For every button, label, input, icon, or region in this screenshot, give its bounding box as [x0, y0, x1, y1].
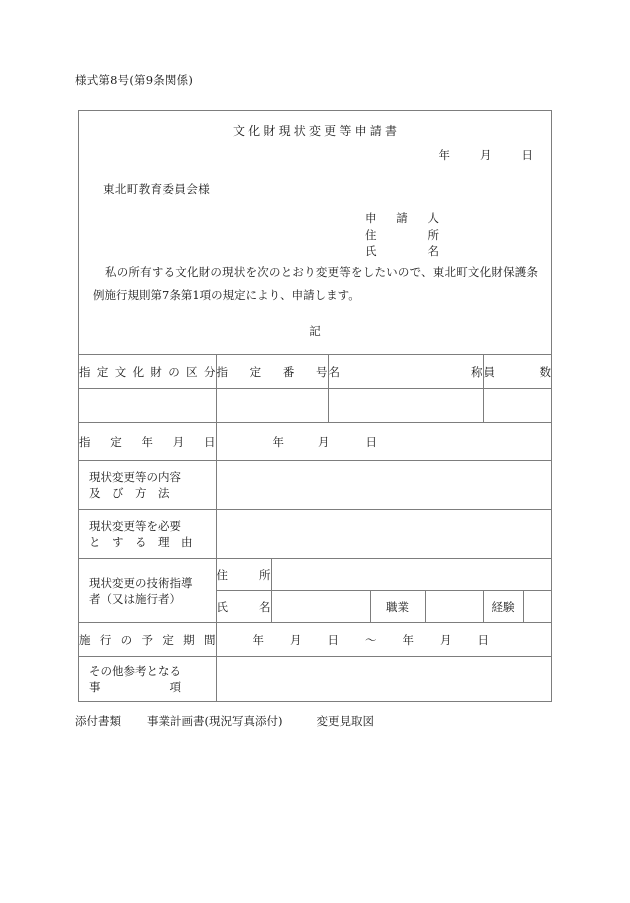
label-technical-advisor-line2: 者（又は施行者）: [89, 591, 181, 606]
row-label-change-content: [79, 461, 216, 510]
period-start-day-label: 日: [327, 632, 339, 647]
table-row-other-notes: [79, 657, 551, 702]
attachment-item-2: 変更見取図: [316, 714, 374, 728]
input-cell-advisor-occupation[interactable]: [425, 591, 483, 623]
designation-month-label: 月: [318, 434, 330, 449]
header-cell-category: [79, 355, 216, 389]
label-technical-advisor-line1: 現状変更の技術指導: [89, 575, 193, 590]
table-row-change-content: [79, 461, 551, 510]
input-cell-count[interactable]: [483, 389, 551, 423]
applicant-label: 申請人: [365, 211, 439, 225]
input-cell-change-content[interactable]: [216, 461, 551, 510]
designation-year-label: 年: [272, 434, 284, 449]
period-start-year-label: 年: [252, 632, 264, 647]
period-start-month-label: 月: [290, 632, 302, 647]
label-change-content-line2: 及 び 方 法: [89, 486, 170, 500]
applicant-block: [365, 210, 439, 260]
period-end-month-label: 月: [440, 632, 452, 647]
input-cell-number[interactable]: [216, 389, 328, 423]
label-advisor-experience: 経験: [491, 599, 515, 614]
attachments-footer: [75, 713, 374, 729]
input-cell-advisor-address[interactable]: [271, 559, 551, 591]
label-advisor-name: 氏名: [216, 599, 271, 614]
table-row-planned-period: [79, 623, 551, 657]
input-cell-advisor-name[interactable]: [271, 591, 370, 623]
table-row-change-reason: [79, 510, 551, 559]
header-cell-number: [216, 355, 328, 389]
application-details-table: [79, 354, 551, 701]
sublabel-advisor-address: [216, 559, 271, 591]
period-end-year-label: 年: [402, 632, 414, 647]
input-cell-other-notes[interactable]: [216, 657, 551, 702]
applicant-name-label: 氏名: [365, 244, 439, 258]
body-paragraph: 私の所有する文化財の現状を次のとおり変更等をしたいので、東北町文化財保護条例施行規則第7条第1項の規定により、申請します。: [93, 265, 538, 302]
submission-date-line: [439, 147, 534, 163]
input-cell-planned-period[interactable]: [216, 623, 551, 657]
label-change-reason-line1: 現状変更等を必要: [89, 519, 181, 533]
input-cell-name[interactable]: [328, 389, 483, 423]
sublabel-advisor-name: [216, 591, 271, 623]
period-end-day-label: 日: [477, 632, 489, 647]
form-number: 様式第8号(第9条関係): [75, 73, 194, 87]
attachment-item-1: 事業計画書(現況写真添付): [147, 714, 283, 728]
application-form-frame: [78, 110, 552, 702]
form-header-section: [79, 111, 551, 354]
designation-date-markers: [217, 434, 552, 450]
planned-period-markers: [217, 632, 552, 648]
addressee: 東北町教育委員会様: [103, 182, 211, 196]
sublabel-advisor-experience: [483, 591, 523, 623]
input-cell-category[interactable]: [79, 389, 216, 423]
sublabel-advisor-occupation: [370, 591, 425, 623]
label-other-notes-line2: 事 項: [89, 680, 181, 694]
label-planned-period: 施行の予定期間: [79, 632, 216, 647]
label-advisor-address: 住所: [216, 567, 271, 582]
attachments-label: 添付書類: [75, 714, 121, 728]
applicant-address-label: 住所: [365, 227, 439, 242]
input-cell-designation-date[interactable]: [216, 423, 551, 461]
date-month-label: 月: [480, 148, 492, 162]
row-label-planned-period: [79, 623, 216, 657]
label-change-content-line1: 現状変更等の内容: [89, 470, 181, 484]
period-tilde: 〜: [365, 632, 377, 647]
header-label-category: 指定文化財の区分: [79, 364, 216, 379]
label-advisor-occupation: 職業: [386, 599, 409, 614]
page-title: 文化財現状変更等申請書: [232, 124, 401, 138]
table-row: [79, 389, 551, 423]
header-cell-count: [483, 355, 551, 389]
table-row-designation-date: [79, 423, 551, 461]
label-other-notes-line1: その他参考となる: [89, 664, 181, 678]
row-label-other-notes: [79, 657, 216, 702]
table-row-advisor-address: [79, 559, 551, 591]
row-label-designation-date: [79, 423, 216, 461]
header-label-name: 名称: [328, 364, 483, 379]
row-label-technical-advisor: [79, 559, 216, 623]
date-day-label: 日: [521, 148, 533, 162]
input-cell-change-reason[interactable]: [216, 510, 551, 559]
label-designation-date: 指定年月日: [79, 434, 216, 449]
label-change-reason-line2: と す る 理 由: [89, 535, 193, 549]
date-year-label: 年: [438, 148, 450, 162]
record-marker: 記: [309, 324, 321, 338]
row-label-change-reason: [79, 510, 216, 559]
input-cell-advisor-experience[interactable]: [523, 591, 551, 623]
designation-day-label: 日: [365, 434, 377, 449]
header-cell-name: [328, 355, 483, 389]
header-label-count: 員数: [483, 364, 551, 379]
header-label-number: 指定番号: [216, 364, 328, 379]
table-header-row: [79, 355, 551, 389]
